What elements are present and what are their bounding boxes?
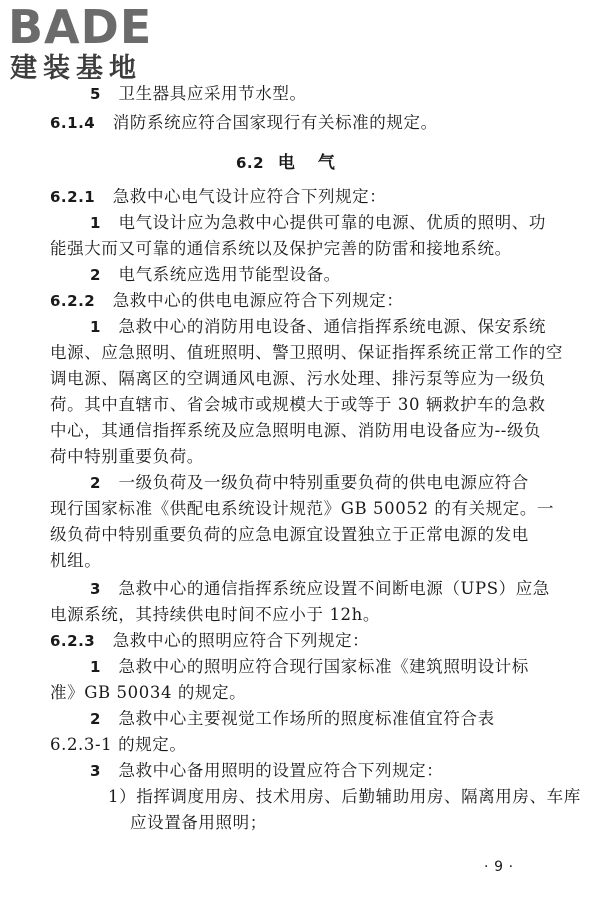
text-line: 中心，其通信指挥系统及应急照明电源、消防用电设备应为--级负	[50, 421, 542, 440]
text-line: 准》GB 50034 的规定。	[50, 683, 247, 702]
text-line: 能强大而又可靠的通信系统以及保护完善的防雷和接地系统。	[50, 239, 512, 258]
item-line: 3 急救中心的通信指挥系统应设置不间断电源（UPS）应急	[90, 579, 550, 598]
item-line: 5 卫生器具应采用节水型。	[90, 84, 307, 103]
item-line: 3 急救中心备用照明的设置应符合下列规定：	[90, 761, 444, 780]
text-line: 机组。	[50, 551, 102, 570]
text-line: 级负荷中特别重要负荷的应急电源宜设置独立于正常电源的发电	[50, 525, 529, 544]
sub-item-line: 1）指挥调度用房、技术用房、后勤辅助用房、隔离用房、车库	[108, 787, 581, 806]
section-title: 6.2 电 气	[236, 153, 336, 173]
logo-subtitle: 建装基地	[10, 53, 142, 84]
text-line: 电源、应急照明、值班照明、警卫照明、保证指挥系统正常工作的空	[50, 343, 563, 362]
clause-line: 6.2.3 急救中心的照明应符合下列规定：	[50, 631, 370, 650]
item-line: 1 急救中心的照明应符合现行国家标准《建筑照明设计标	[90, 657, 529, 676]
item-line: 2 急救中心主要视觉工作场所的照度标准值宜符合表	[90, 709, 495, 728]
text-line: 荷中特别重要负荷。	[50, 447, 204, 466]
clause-line: 6.2.1 急救中心电气设计应符合下列规定：	[50, 187, 387, 206]
text-line: 现行国家标准《供配电系统设计规范》GB 50052 的有关规定。一	[50, 499, 555, 518]
item-line: 2 电气系统应选用节能型设备。	[90, 265, 341, 284]
page-number: · 9 ·	[484, 859, 514, 875]
text-line: 荷。其中直辖市、省会城市或规模大于或等于 30 辆救护车的急救	[50, 395, 546, 414]
item-line: 1 电气设计应为急救中心提供可靠的电源、优质的照明、功	[90, 213, 546, 232]
item-line: 2 一级负荷及一级负荷中特别重要负荷的供电电源应符合	[90, 473, 529, 492]
text-line: 应设置备用照明；	[130, 813, 267, 832]
item-line: 1 急救中心的消防用电设备、通信指挥系统电源、保安系统	[90, 317, 546, 336]
text-line: 电源系统，其持续供电时间不应小于 12h。	[50, 605, 380, 624]
text-line: 调电源、隔离区的空调通风电源、污水处理、排污泵等应为一级负	[50, 369, 546, 388]
bade-logo	[8, 0, 178, 86]
clause-line: 6.1.4 消防系统应符合国家现行有关标准的规定。	[50, 113, 438, 132]
logo-wordmark: BADE	[8, 0, 153, 54]
text-line: 6.2.3-1 的规定。	[50, 735, 187, 754]
clause-line: 6.2.2 急救中心的供电电源应符合下列规定：	[50, 291, 404, 310]
